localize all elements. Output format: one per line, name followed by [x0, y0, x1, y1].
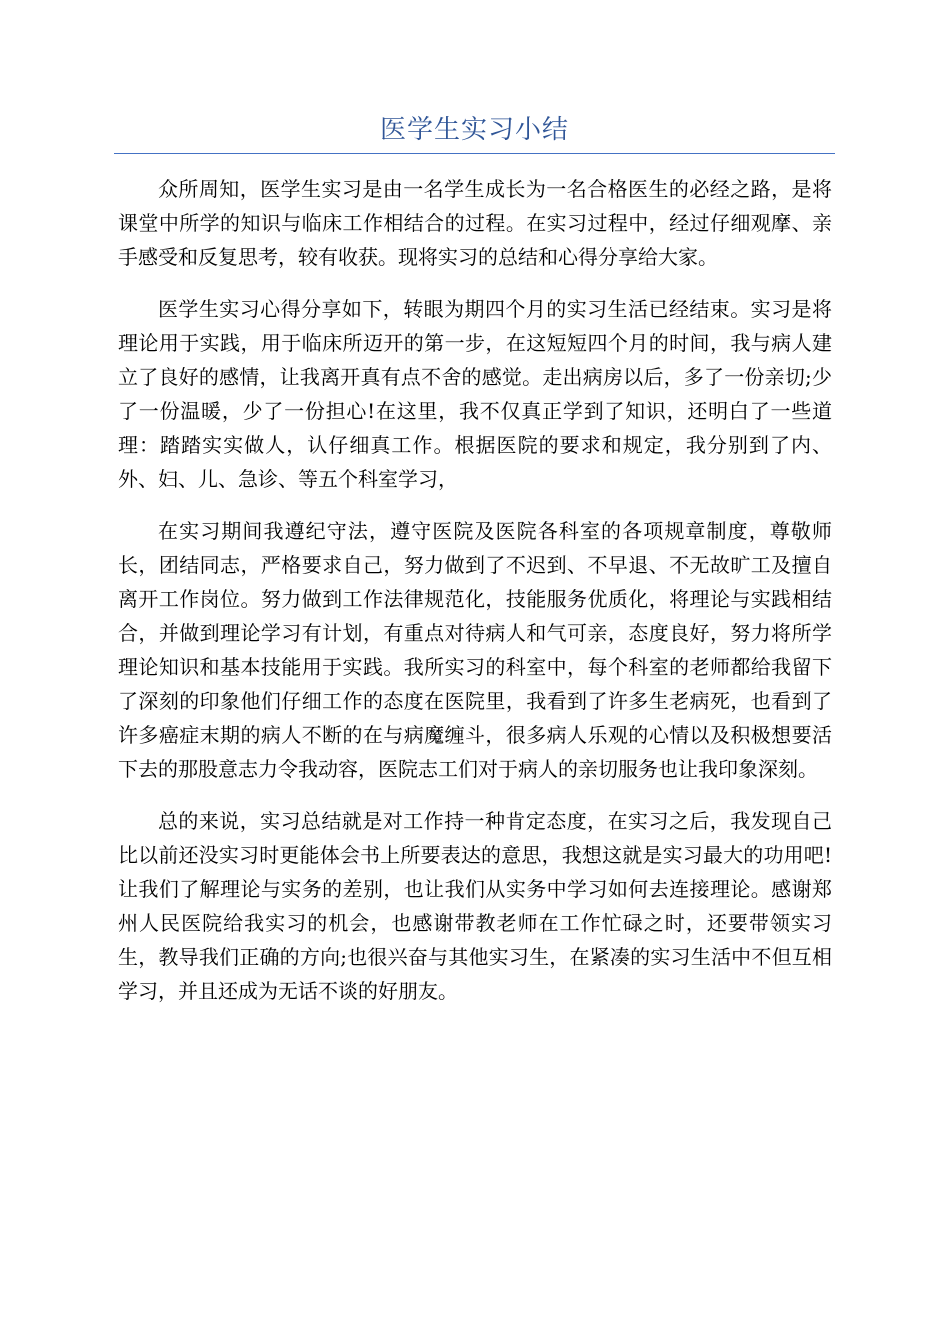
paragraph-summary: 总的来说，实习总结就是对工作持一种肯定态度，在实习之后，我发现自己比以前还没实习时更能体会书上所要表达的意思，我想这就是实习最大的功用吧!让我们了解理论与实务的差别，也让我们从实务中学习如何去连接理论。感谢郑州人民医院给我实习的机会，也感谢带教老师在工作忙碌之时，还要带领实习生，教导我们正确的方向;也很兴奋与其他实习生，在紧凑的实习生活中不但互相学习，并且还成为无话不谈的好朋友。 — [118, 809, 832, 1003]
paragraph-conduct: 在实习期间我遵纪守法，遵守医院及医院各科室的各项规章制度，尊敬师长，团结同志，严格要求自己，努力做到了不迟到、不早退、不无故旷工及擅自离开工作岗位。努力做到工作法律规范化，技能服务优质化，将理论与实践相结合，并做到理论学习有计划，有重点对待病人和气可亲，态度良好，努力将所学理论知识和基本技能用于实践。我所实习的科室中，每个科室的老师都给我留下了深刻的印象他们仔细工作的态度在医院里，我看到了许多生老病死，也看到了许多癌症末期的病人不断的在与病魔缠斗，很多病人乐观的心情以及积极想要活下去的那股意志力令我动容，医院志工们对于病人的亲切服务也让我印象深刻。 — [118, 519, 832, 781]
document-body — [118, 172, 832, 1026]
title-underline — [114, 153, 835, 154]
paragraph-experience: 医学生实习心得分享如下，转眼为期四个月的实习生活已经结束。实习是将理论用于实践，用于临床所迈开的第一步，在这短短四个月的时间，我与病人建立了良好的感情，让我离开真有点不舍的感觉。走出病房以后，多了一份亲切;少了一份温暖，少了一份担心!在这里，我不仅真正学到了知识，还明白了一些道理：踏踏实实做人，认仔细真工作。根据医院的要求和规定，我分别到了内、外、妇、儿、急诊、等五个科室学习， — [118, 297, 832, 491]
document-title: 医学生实习小结 — [379, 115, 569, 145]
paragraph-intro: 众所周知，医学生实习是由一名学生成长为一名合格医生的必经之路，是将课堂中所学的知识与临床工作相结合的过程。在实习过程中，经过仔细观摩、亲手感受和反复思考，较有收获。现将实习的总结和心得分享给大家。 — [118, 177, 832, 269]
